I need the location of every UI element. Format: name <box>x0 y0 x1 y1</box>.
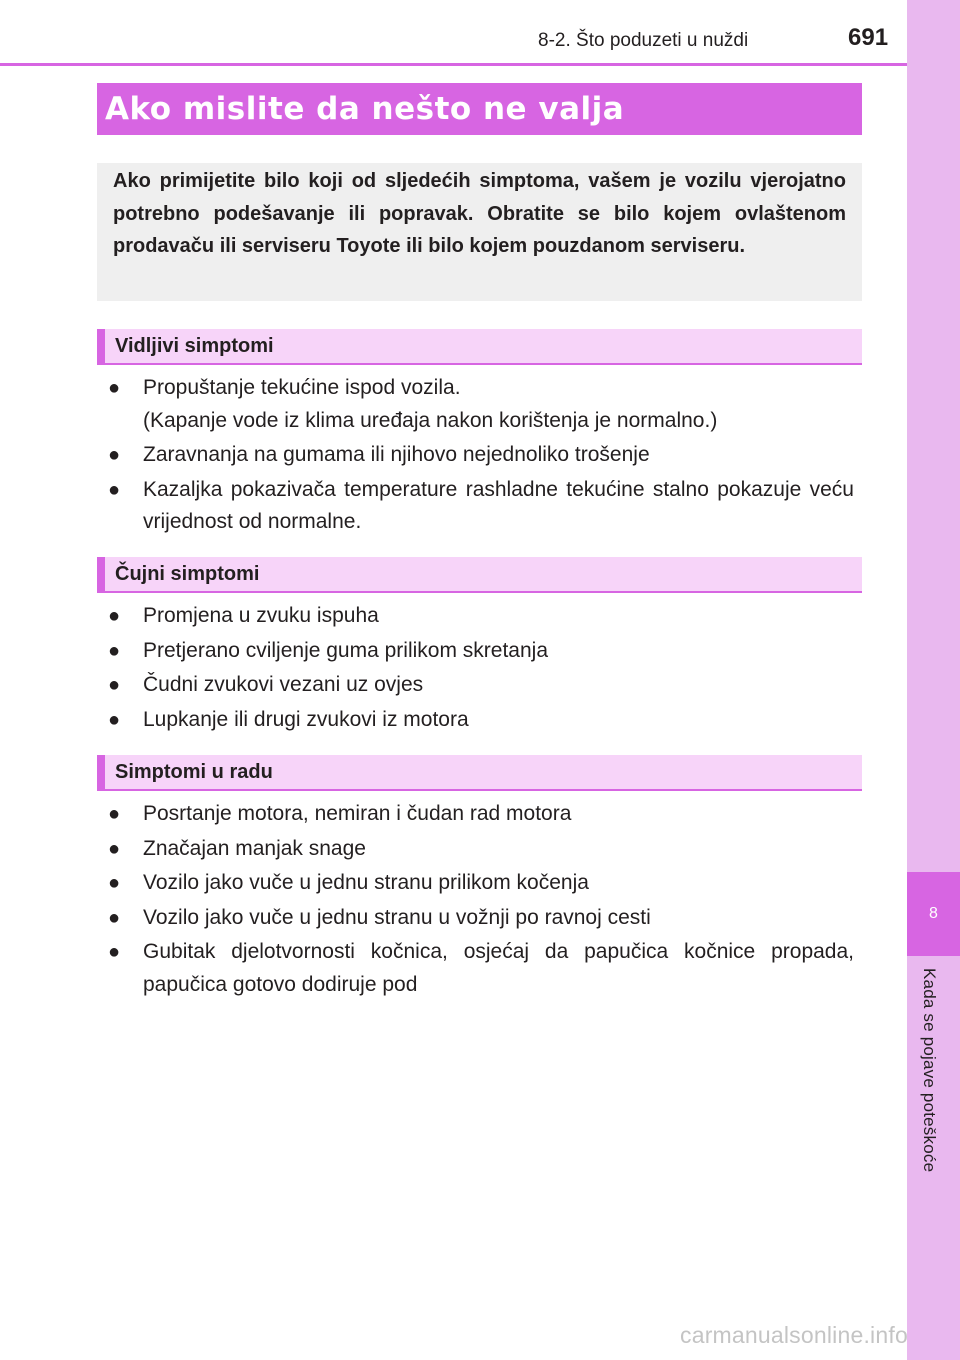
list-item-text: Pretjerano cviljenje guma prilikom skretanja <box>143 638 549 662</box>
list-item <box>108 474 854 539</box>
page-title: Ako mislite da nešto ne valja <box>105 91 625 127</box>
list-item <box>108 798 854 831</box>
list-item <box>108 669 854 702</box>
subsection-header-visible <box>97 329 862 365</box>
list-item <box>108 902 854 935</box>
intro-box <box>97 163 862 301</box>
chapter-number: 8 <box>929 905 938 922</box>
list-item-text: Kazaljka pokazivača temperature rashladne tekućine stalno pokazuje veću vrijednost od normalne. <box>143 477 854 533</box>
subsection-header-operational <box>97 755 862 791</box>
bullet-icon: ● <box>108 941 121 963</box>
bullet-icon: ● <box>108 872 121 894</box>
intro-text: Ako primijetite bilo koji od sljedećih simptoma, vašem je vozilu vjerojatno potrebno podešavanje ili popravak. Obratite se bilo kojem ovlaštenom prodavaču ili serviseru Toyote ili bilo kojem pouzdanom serviseru. <box>113 170 846 257</box>
section-label: 8-2. Što poduzeti u nuždi <box>538 30 749 51</box>
list-item <box>108 600 854 633</box>
list-item <box>108 704 854 737</box>
bullet-icon: ● <box>108 708 121 731</box>
bullet-icon: ● <box>108 906 121 929</box>
chapter-tab[interactable] <box>907 872 960 956</box>
subsection-title: Vidljivi simptomi <box>115 334 274 357</box>
list-item-note: (Kapanje vode iz klima uređaja nakon korištenja je normalno.) <box>143 408 718 432</box>
bullet-icon: ● <box>108 444 121 466</box>
list-item-text: Lupkanje ili drugi zvukovi iz motora <box>143 707 469 731</box>
bullet-icon: ● <box>108 639 121 662</box>
list-item-text: Promjena u zvuku ispuha <box>143 604 379 627</box>
list-item-text: Zaravnanja na gumama ili njihovo nejednoliko trošenje <box>143 443 650 466</box>
list-item-text: Značajan manjak snage <box>143 836 366 860</box>
list-item-text: Čudni zvukovi vezani uz ovjes <box>143 673 424 696</box>
list-visible-symptoms <box>108 372 854 541</box>
title-bar <box>97 83 862 135</box>
list-item <box>108 833 854 866</box>
subsection-title: Čujni simptomi <box>115 562 260 585</box>
page-number: 691 <box>848 24 889 51</box>
bullet-icon: ● <box>108 837 121 860</box>
list-item-text: Vozilo jako vuče u jednu stranu u vožnji po ravnoj cesti <box>143 905 651 929</box>
list-item-text: Posrtanje motora, nemiran i čudan rad motora <box>143 802 572 825</box>
list-item <box>108 372 854 437</box>
list-item-text: Propuštanje tekućine ispod vozila. <box>143 376 461 399</box>
list-item <box>108 936 854 1001</box>
subsection-title: Simptomi u radu <box>115 760 273 783</box>
bullet-icon: ● <box>108 377 121 399</box>
subsection-header-audible <box>97 557 862 593</box>
chapter-title: Kada se pojave poteškoće <box>920 968 939 1173</box>
watermark[interactable]: carmanualsonline.info <box>680 1322 908 1348</box>
bullet-icon: ● <box>108 478 121 501</box>
bullet-icon: ● <box>108 674 121 696</box>
list-item-text: Vozilo jako vuče u jednu stranu prilikom kočenja <box>143 871 589 894</box>
bullet-icon: ● <box>108 605 121 627</box>
list-item <box>108 867 854 900</box>
list-audible-symptoms <box>108 600 854 738</box>
list-item-text: Gubitak djelotvornosti kočnica, osjećaj da papučica kočnice propada, papučica gotovo dodiruje pod <box>143 940 854 996</box>
list-item <box>108 439 854 472</box>
list-item <box>108 635 854 668</box>
list-operational-symptoms <box>108 798 854 1003</box>
bullet-icon: ● <box>108 803 121 825</box>
header-divider <box>0 63 907 66</box>
